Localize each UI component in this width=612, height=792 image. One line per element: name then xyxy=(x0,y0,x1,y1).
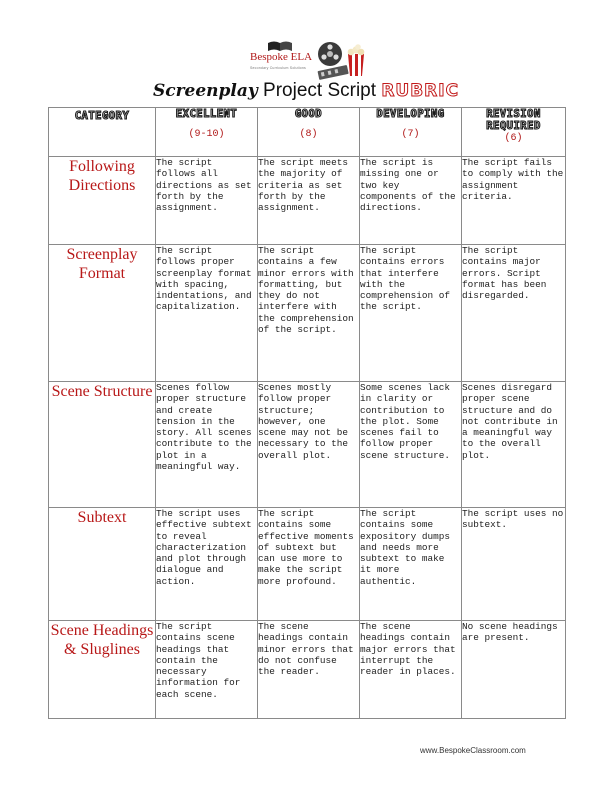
logo-tagline: Secondary Curriculum Solutions xyxy=(250,66,306,70)
criteria-developing: The script contains some expository dumps and needs more subtext to make it more authentic. xyxy=(360,508,462,621)
column-header-revision-required xyxy=(462,108,566,157)
rubric-row-scene-structure xyxy=(49,382,566,508)
column-name: CATEGORY xyxy=(74,110,130,122)
criteria-good: The script meets the majority of criteria as set forth by the assignment. xyxy=(258,157,360,245)
criteria-good: The script contains some effective moments of subtext but can use more to make the script more profound. xyxy=(258,508,360,621)
criteria-developing: The scene headings contain major errors that interrupt the reader in places. xyxy=(360,621,462,719)
column-header-excellent xyxy=(156,108,258,157)
rubric-row-scene-headings xyxy=(49,621,566,719)
criteria-good: The scene headings contain minor errors that do not confuse the reader. xyxy=(258,621,360,719)
criteria-developing: The script contains errors that interfere with the comprehension of the script. xyxy=(360,245,462,382)
column-header-good xyxy=(258,108,360,157)
criteria-excellent: Scenes follow proper structure and create tension in the story. All scenes contribute to the plot in a meaningful way. xyxy=(156,382,258,508)
criteria-revision-required: The script contains major errors. Script format has been disregarded. xyxy=(462,245,566,382)
column-score: (9-10) xyxy=(188,129,225,140)
category-cell xyxy=(49,508,156,621)
column-name: GOOD xyxy=(294,108,323,120)
film-reel-popcorn-icon xyxy=(314,40,376,80)
category-label: Scene Structure xyxy=(51,383,153,400)
category-cell xyxy=(49,621,156,719)
column-score: (8) xyxy=(299,129,318,140)
criteria-excellent: The script follows proper screenplay format with spacing, indentations, and capitalization. xyxy=(156,245,258,382)
category-cell xyxy=(49,382,156,508)
criteria-excellent: The script follows all directions as set forth by the assignment. xyxy=(156,157,258,245)
criteria-excellent: The script uses effective subtext to reveal characterization and plot through dialogue and action. xyxy=(156,508,258,621)
title-rubric-word: RUBRIC xyxy=(381,81,460,101)
category-label: Screenplay Format xyxy=(66,246,138,282)
rubric-row-following-directions xyxy=(49,157,566,245)
title-middle-text: Project Script xyxy=(263,80,377,101)
criteria-revision-required: The script uses no subtext. xyxy=(462,508,566,621)
rubric-table xyxy=(48,107,566,719)
page-title xyxy=(0,80,612,102)
criteria-developing: The script is missing one or two key components of the directions. xyxy=(360,157,462,245)
column-score: (6) xyxy=(504,133,523,144)
category-label: Subtext xyxy=(77,509,127,526)
column-header-category xyxy=(49,108,156,157)
column-header-developing xyxy=(360,108,462,157)
criteria-good: The script contains a few minor errors with formatting, but they do not interfere with the comprehension of the script. xyxy=(258,245,360,382)
criteria-good: Scenes mostly follow proper structure; however, one scene may not be necessary to the overall plot. xyxy=(258,382,360,508)
category-cell xyxy=(49,245,156,382)
header-row xyxy=(49,108,566,157)
column-name: EXCELLENT xyxy=(175,108,238,120)
column-name: REVISION REQUIRED xyxy=(486,108,541,132)
criteria-excellent: The script contains scene headings that contain the necessary information for each scene. xyxy=(156,621,258,719)
rubric-row-subtext xyxy=(49,508,566,621)
category-label: Scene Headings & Sluglines xyxy=(50,622,154,658)
logo-name: Bespoke ELA xyxy=(250,51,313,63)
criteria-revision-required: The script fails to comply with the assignment criteria. xyxy=(462,157,566,245)
criteria-revision-required: No scene headings are present. xyxy=(462,621,566,719)
category-cell xyxy=(49,157,156,245)
bespoke-ela-logo xyxy=(250,40,390,80)
footer-website: www.BespokeClassroom.com xyxy=(420,746,526,755)
category-label: Following Directions xyxy=(68,158,136,194)
column-score: (7) xyxy=(401,129,420,140)
column-name: DEVELOPING xyxy=(376,108,445,120)
rubric-row-screenplay-format xyxy=(49,245,566,382)
title-screenplay-word: Screenplay xyxy=(152,81,258,101)
criteria-revision-required: Scenes disregard proper scene structure and do not contribute in a meaningful way to the overall plot. xyxy=(462,382,566,508)
criteria-developing: Some scenes lack in clarity or contribution to the plot. Some scenes fail to follow proper scene structure. xyxy=(360,382,462,508)
